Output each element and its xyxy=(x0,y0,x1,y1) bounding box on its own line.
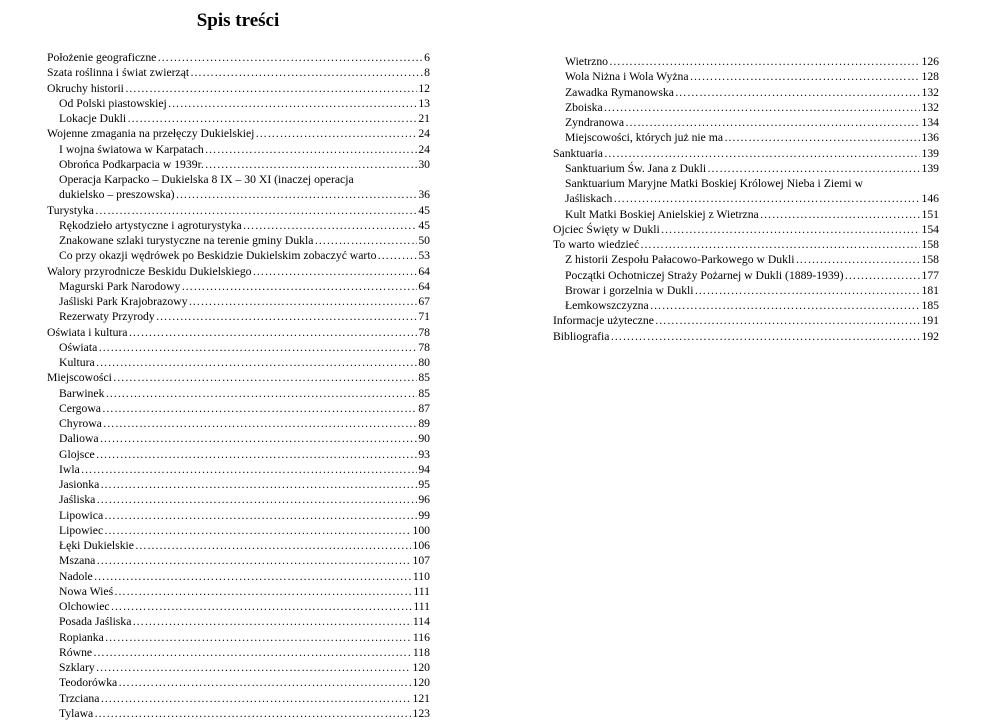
toc-entry-text: Znakowane szlaki turystyczne na terenie gminy Dukla xyxy=(59,234,314,247)
toc-page-number: 67 xyxy=(418,295,430,308)
dot-leader xyxy=(625,115,920,130)
toc-entry[interactable] xyxy=(47,325,430,340)
toc-entry-text: Tylawa xyxy=(59,706,94,720)
toc-entry-text: Turystyka xyxy=(47,203,94,217)
toc-entry-text: Walory przyrodnicze Beskidu Dukielskiego xyxy=(47,264,252,278)
toc-page-number: 120 xyxy=(412,676,430,690)
dot-leader xyxy=(100,691,411,706)
dot-leader xyxy=(168,96,418,111)
dot-leader xyxy=(205,142,418,157)
toc-entry-text: Teodorówka xyxy=(59,676,118,690)
toc-entry[interactable] xyxy=(47,416,430,431)
toc-entry-text: Początki Ochotniczej Straży Pożarnej w Dukli (1889-1939) xyxy=(565,268,844,282)
dot-leader xyxy=(102,401,417,416)
toc-page-number: 53 xyxy=(418,249,430,263)
toc-page-number: 134 xyxy=(921,116,939,129)
toc-entry[interactable] xyxy=(47,309,430,324)
toc-entry-text: Posada Jaśliska xyxy=(59,615,132,629)
toc-page-number: 24 xyxy=(418,142,430,156)
toc-entry-text: Sanktuarium Św. Jana z Dukli xyxy=(565,161,707,175)
toc-entry-text: Zyndranowa xyxy=(565,116,625,129)
toc-entry[interactable] xyxy=(47,645,430,660)
toc-entry[interactable] xyxy=(47,157,430,172)
toc-entry[interactable] xyxy=(47,660,430,675)
toc-page-number: 71 xyxy=(418,310,430,324)
toc-entry[interactable] xyxy=(47,340,430,355)
dot-leader xyxy=(156,309,418,324)
toc-entry-text: Sanktuaria xyxy=(553,146,603,160)
toc-page-number: 36 xyxy=(418,188,430,202)
toc-entry-text: Chyrowa xyxy=(59,417,102,430)
toc-page-number: 110 xyxy=(412,569,430,583)
toc-page-number: 191 xyxy=(921,314,939,328)
toc-entry-text: Jaśliski Park Krajobrazowy xyxy=(59,295,188,308)
toc-entry[interactable] xyxy=(47,569,430,584)
dot-leader xyxy=(314,233,417,248)
toc-entry-text: Bibliografia xyxy=(553,329,610,343)
page-title: Spis treści xyxy=(196,10,280,31)
toc-entry-text: Lokacje Dukli xyxy=(59,112,127,125)
toc-page-number: 85 xyxy=(418,386,430,400)
toc-entry-text: Browar i gorzelnia w Dukli xyxy=(565,283,694,297)
toc-page-number: 106 xyxy=(412,539,430,552)
dot-leader xyxy=(94,569,412,584)
toc-entry-text: Iwla xyxy=(59,462,80,476)
toc-entry[interactable] xyxy=(47,401,430,416)
toc-entry[interactable] xyxy=(47,599,430,614)
dot-leader xyxy=(96,553,411,568)
toc-entry[interactable] xyxy=(553,329,939,344)
toc-page-number: 45 xyxy=(418,203,430,217)
toc-page-number: 85 xyxy=(418,371,430,385)
dot-leader xyxy=(125,81,417,96)
toc-page-number: 87 xyxy=(418,401,430,415)
dot-leader xyxy=(96,447,418,462)
dot-leader xyxy=(81,462,418,477)
dot-leader xyxy=(604,100,921,115)
toc-entry[interactable] xyxy=(553,161,939,176)
toc-entry[interactable] xyxy=(553,54,939,69)
toc-entry[interactable] xyxy=(47,553,430,568)
toc-page-number: 64 xyxy=(418,264,430,278)
dot-leader xyxy=(111,599,413,614)
toc-entry-text: Kult Matki Boskiej Anielskiej z Wietrzna xyxy=(565,207,759,221)
toc-entry-text: Co przy okazji wędrówek po Beskidzie Dukielskim zobaczyć warto xyxy=(59,249,377,263)
toc-page-number: 120 xyxy=(412,661,430,674)
dot-leader xyxy=(844,268,920,283)
toc-page-number: 123 xyxy=(412,706,430,720)
dot-leader xyxy=(103,416,417,431)
dot-leader xyxy=(243,218,418,233)
toc-entry[interactable] xyxy=(553,207,939,222)
toc-entry[interactable] xyxy=(47,203,430,218)
dot-leader xyxy=(609,54,920,69)
toc-left-column xyxy=(47,50,430,721)
toc-entry-text: Położenie geograficzne xyxy=(47,51,157,64)
dot-leader xyxy=(96,660,412,675)
toc-entry-text: Miejscowości xyxy=(47,371,112,385)
toc-entry[interactable] xyxy=(47,111,430,126)
dot-leader xyxy=(93,645,412,660)
toc-page-number: 89 xyxy=(418,417,430,430)
toc-entry[interactable] xyxy=(553,191,939,206)
toc-entry[interactable] xyxy=(47,126,430,141)
toc-entry-text: Nowa Wieś xyxy=(59,584,114,598)
dot-leader xyxy=(796,252,921,267)
dot-leader xyxy=(132,614,412,629)
toc-entry-text: Lipowiec xyxy=(59,523,104,537)
toc-entry[interactable] xyxy=(47,218,430,233)
toc-entry[interactable] xyxy=(553,237,939,252)
dot-leader xyxy=(190,65,423,80)
toc-page-number: 21 xyxy=(418,112,430,125)
dot-leader xyxy=(255,126,417,141)
toc-page-number: 45 xyxy=(418,218,430,232)
toc-entry[interactable] xyxy=(47,477,430,492)
dot-leader xyxy=(176,187,418,202)
toc-page-number: 90 xyxy=(418,432,430,446)
toc-page-number: 146 xyxy=(921,192,939,206)
toc-page-number: 139 xyxy=(921,146,939,160)
toc-entry[interactable] xyxy=(47,248,430,263)
toc-entry-text: Informacje użyteczne xyxy=(553,314,654,328)
toc-page-number: 99 xyxy=(418,508,430,522)
dot-leader xyxy=(105,386,417,401)
toc-entry-text: Operacja Karpacko – Dukielska 8 IX – 30 XI (inaczej operacja xyxy=(59,173,354,186)
toc-page-number: 118 xyxy=(412,645,430,659)
toc-page-number: 111 xyxy=(413,600,430,613)
toc-page-number: 95 xyxy=(418,478,430,491)
toc-page-number: 126 xyxy=(921,55,939,68)
dot-leader xyxy=(157,50,423,65)
toc-entry[interactable] xyxy=(47,279,430,294)
toc-entry[interactable] xyxy=(47,523,430,538)
dot-leader xyxy=(100,431,418,446)
toc-entry-text: Sanktuarium Maryjne Matki Boskiej Królowej Nieba i Ziemi w xyxy=(565,177,863,190)
toc-page-number: 107 xyxy=(412,554,430,568)
toc-entry[interactable] xyxy=(553,69,939,84)
toc-entry[interactable] xyxy=(47,142,430,157)
toc-page-number: 185 xyxy=(921,299,939,312)
dot-leader xyxy=(98,340,417,355)
toc-entry-text: Wojenne zmagania na przełęczy Dukielskiej xyxy=(47,127,255,141)
toc-entry-text: Oświata xyxy=(59,340,98,354)
toc-entry-text: Okruchy historii xyxy=(47,81,124,95)
dot-leader xyxy=(189,294,418,309)
dot-leader xyxy=(604,146,920,161)
toc-entry[interactable] xyxy=(47,233,430,248)
dot-leader xyxy=(94,706,411,721)
toc-entry[interactable] xyxy=(47,691,430,706)
toc-entry[interactable] xyxy=(553,115,939,130)
toc-entry[interactable] xyxy=(47,355,430,370)
toc-entry-text: Glojsce xyxy=(59,447,95,461)
toc-entry[interactable] xyxy=(47,462,430,477)
toc-entry-text: Cergowa xyxy=(59,401,101,415)
toc-page-number: 100 xyxy=(412,523,430,537)
toc-page-number: 50 xyxy=(418,234,430,247)
toc-entry[interactable] xyxy=(553,252,939,267)
toc-entry[interactable] xyxy=(47,187,430,202)
toc-entry-continuation: Jaśliskach xyxy=(565,192,613,206)
toc-entry[interactable] xyxy=(47,81,430,96)
toc-entry-text: Trzciana xyxy=(59,691,100,705)
toc-page-number: 78 xyxy=(418,340,430,354)
dot-leader xyxy=(114,584,412,599)
toc-entry[interactable] xyxy=(553,130,939,145)
toc-entry[interactable] xyxy=(47,50,430,65)
toc-page-number: 116 xyxy=(412,630,430,644)
toc-page-number: 114 xyxy=(412,615,430,629)
toc-entry-text: Szklary xyxy=(59,661,95,674)
toc-entry[interactable] xyxy=(47,294,430,309)
toc-entry[interactable] xyxy=(47,386,430,401)
toc-entry[interactable] xyxy=(47,706,430,721)
dot-leader xyxy=(650,298,921,313)
toc-entry-text: Kultura xyxy=(59,356,95,369)
toc-entry-text: Obrońca Podkarpacia w 1939r. xyxy=(59,157,204,171)
toc-entry[interactable] xyxy=(553,85,939,100)
toc-entry-text: Barwinek xyxy=(59,386,105,400)
toc-entry[interactable] xyxy=(47,264,430,279)
dot-leader xyxy=(205,157,418,172)
toc-page-number: 136 xyxy=(921,131,939,145)
toc-page-number: 78 xyxy=(418,325,430,339)
toc-entry[interactable] xyxy=(47,508,430,523)
toc-page-number: 13 xyxy=(418,96,430,110)
toc-page-number: 192 xyxy=(921,329,939,343)
toc-entry-text: Od Polski piastowskiej xyxy=(59,96,167,110)
toc-page-number: 93 xyxy=(418,447,430,461)
dot-leader xyxy=(675,85,921,100)
dot-leader xyxy=(127,111,417,126)
dot-leader xyxy=(724,130,920,145)
toc-entry-text: Nadole xyxy=(59,569,93,583)
toc-entry-text: Oświata i kultura xyxy=(47,325,128,339)
toc-entry[interactable] xyxy=(553,100,939,115)
toc-entry-text: To warto wiedzieć xyxy=(553,238,640,251)
toc-page-number: 121 xyxy=(412,691,430,705)
toc-entry-text: Zboiska xyxy=(565,100,603,114)
toc-page-number: 12 xyxy=(418,81,430,95)
toc-entry-text: Rezerwaty Przyrody xyxy=(59,310,155,324)
dot-leader xyxy=(181,279,417,294)
toc-entry-text: Rękodzieło artystyczne i agroturystyka xyxy=(59,218,242,232)
toc-entry-text: Ropianka xyxy=(59,630,104,644)
toc-page-number: 151 xyxy=(921,207,939,221)
toc-entry-text: I wojna światowa w Karpatach xyxy=(59,142,204,156)
toc-page-number: 128 xyxy=(921,70,939,84)
toc-entry[interactable] xyxy=(47,447,430,462)
toc-entry[interactable] xyxy=(47,65,430,80)
dot-leader xyxy=(104,523,411,538)
toc-entry[interactable] xyxy=(47,675,430,690)
dot-leader xyxy=(96,492,417,507)
toc-page-number: 177 xyxy=(921,268,939,282)
toc-page-number: 96 xyxy=(418,493,430,507)
toc-entry[interactable] xyxy=(47,630,430,645)
toc-entry-text: Z historii Zespołu Pałacowo-Parkowego w Dukli xyxy=(565,253,795,267)
dot-leader xyxy=(695,283,921,298)
toc-page-number: 64 xyxy=(418,279,430,293)
toc-entry[interactable] xyxy=(47,584,430,599)
toc-entry-text: Jasionka xyxy=(59,478,100,491)
toc-entry[interactable] xyxy=(47,538,430,553)
toc-entry-text: Olchowiec xyxy=(59,600,110,613)
toc-page-number: 111 xyxy=(413,584,430,598)
toc-page-number: 24 xyxy=(418,127,430,141)
toc-page-number: 154 xyxy=(921,222,939,236)
dot-leader xyxy=(613,191,920,206)
toc-entry[interactable] xyxy=(553,283,939,298)
toc-entry-text: Wietrzno xyxy=(565,55,609,68)
dot-leader xyxy=(113,370,417,385)
dot-leader xyxy=(655,313,921,328)
toc-entry[interactable] xyxy=(47,492,430,507)
toc-entry-continuation: dukielsko – preszowska) xyxy=(59,188,175,202)
toc-page-number: 139 xyxy=(921,161,939,175)
dot-leader xyxy=(104,508,417,523)
toc-page-number: 94 xyxy=(418,462,430,476)
toc-entry-text: Magurski Park Narodowy xyxy=(59,279,181,293)
toc-entry-text: Łemkowszczyzna xyxy=(565,299,649,312)
dot-leader xyxy=(377,248,417,263)
toc-right-column xyxy=(553,54,939,344)
dot-leader xyxy=(661,222,921,237)
dot-leader xyxy=(690,69,921,84)
toc-entry-text: Mszana xyxy=(59,554,96,568)
toc-entry-text: Równe xyxy=(59,645,93,659)
toc-entry[interactable] xyxy=(47,614,430,629)
toc-entry[interactable] xyxy=(553,268,939,283)
toc-entry[interactable] xyxy=(553,146,939,161)
toc-entry-text: Łęki Dukielskie xyxy=(59,539,134,552)
dot-leader xyxy=(96,355,418,370)
toc-entry[interactable] xyxy=(47,96,430,111)
toc-page-number: 181 xyxy=(921,283,939,297)
toc-page-number: 132 xyxy=(921,85,939,99)
toc-entry[interactable] xyxy=(553,222,939,237)
toc-page-number: 30 xyxy=(418,157,430,171)
toc-entry-text: Miejscowości, których już nie ma xyxy=(565,131,724,145)
toc-entry-text: Zawadka Rymanowska xyxy=(565,85,674,99)
toc-page-number: 132 xyxy=(921,100,939,114)
toc-page-number: 80 xyxy=(418,356,430,369)
toc-entry[interactable] xyxy=(553,298,939,313)
dot-leader xyxy=(100,477,417,492)
dot-leader xyxy=(95,203,417,218)
dot-leader xyxy=(129,325,418,340)
toc-page-number: 158 xyxy=(921,238,939,251)
toc-entry-text: Daliowa xyxy=(59,432,99,446)
toc-entry-text: Szata roślinna i świat zwierząt xyxy=(47,66,190,80)
toc-page-number: 8 xyxy=(424,66,430,80)
toc-entry[interactable] xyxy=(47,431,430,446)
dot-leader xyxy=(118,675,411,690)
toc-entry-text: Ojciec Święty w Dukli xyxy=(553,222,660,236)
dot-leader xyxy=(640,237,920,252)
dot-leader xyxy=(135,538,411,553)
toc-entry-text: Wola Niżna i Wola Wyżna xyxy=(565,70,689,84)
dot-leader xyxy=(760,207,921,222)
dot-leader xyxy=(105,630,412,645)
toc-page-number: 6 xyxy=(424,51,430,64)
dot-leader xyxy=(707,161,920,176)
toc-entry[interactable] xyxy=(47,370,430,385)
toc-entry-text: Lipowica xyxy=(59,508,104,522)
toc-page-number: 158 xyxy=(921,253,939,267)
dot-leader xyxy=(610,329,920,344)
dot-leader xyxy=(253,264,418,279)
toc-entry[interactable] xyxy=(553,313,939,328)
toc-entry-text: Jaśliska xyxy=(59,493,96,507)
